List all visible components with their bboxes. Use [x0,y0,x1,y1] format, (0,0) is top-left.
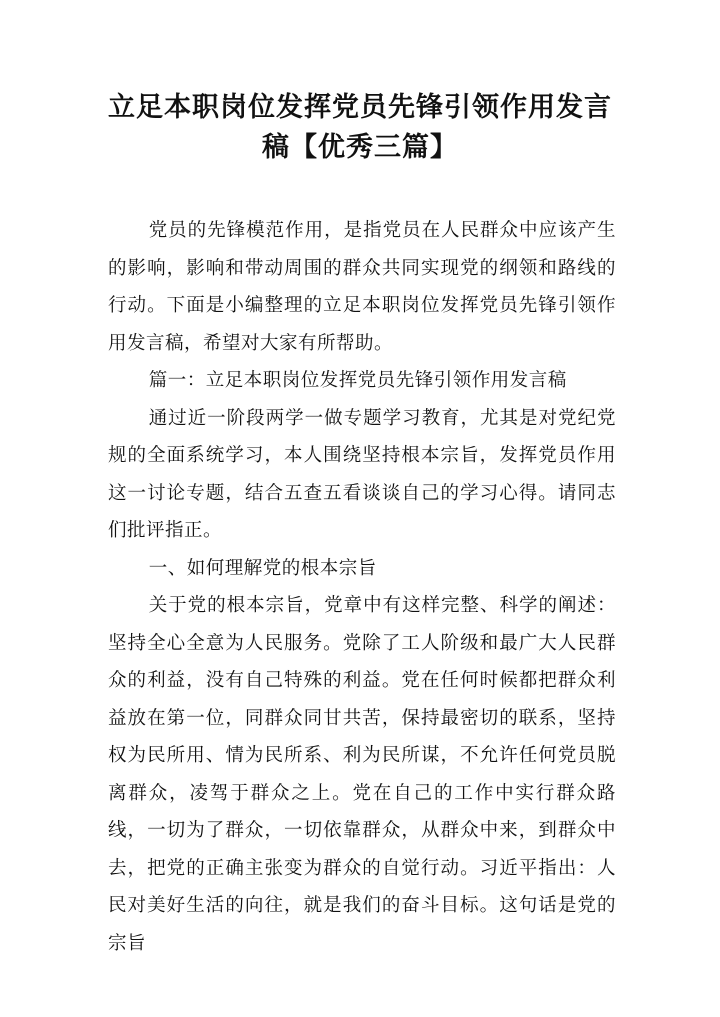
title-line-1: 立足本职岗位发挥党员先锋引领作用发言 [108,92,612,123]
section-heading: 篇一：立足本职岗位发挥党员先锋引领作用发言稿 [148,370,567,391]
body-paragraph: 关于党的根本宗旨，党章中有这样完整、科学的阐述：坚持全心全意为人民服务。党除了工人阶级和最广大人民群众的利益，没有自己特殊的利益。党在任何时候都把群众利益放在第一位，同群众同甘共苦，保持最密切的联系，坚持权为民所用、情为民所系、利为民所谋，不允许任何党员脱离群众，凌驾于群众之上。党在自己的工作中实行群众路线，一切为了群众，一切依靠群众，从群众中来，到群众中去，把党的正确主张变为群众的自觉行动。习近平指出：人民对美好生活的向往，就是我们的奋斗目标。这句话是党的宗旨 [108,595,616,954]
document-title [100,88,620,168]
subsection-heading: 一、如何理解党的根本宗旨 [148,557,377,579]
intro-paragraph: 党员的先锋模范作用，是指党员在人民群众中应该产生的影响，影响和带动周围的群众共同实现党的纲领和路线的行动。下面是小编整理的立足本职岗位发挥党员先锋引领作用发言稿，希望对大家有所帮助。 [108,220,616,354]
body-paragraph: 通过近一阶段两学一做专题学习教育，尤其是对党纪党规的全面系统学习，本人围绕坚持根本宗旨，发挥党员作用这一讨论专题，结合五查五看谈谈自己的学习心得。请同志们批评指正。 [108,407,616,541]
document-body [108,212,616,962]
title-line-2: 稿【优秀三篇】 [262,132,458,163]
